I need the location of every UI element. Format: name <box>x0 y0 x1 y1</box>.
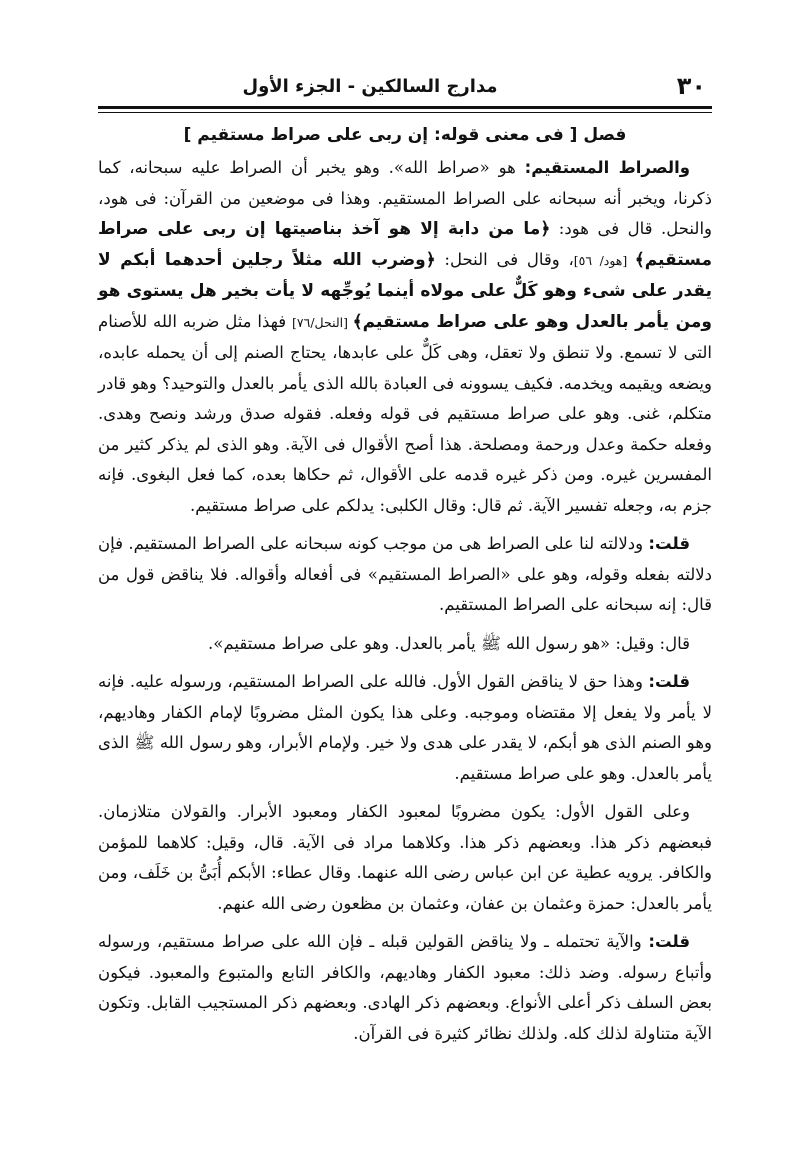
header-rule-thin <box>98 112 712 113</box>
paragraph-text: فهذا مثل ضربه الله للأصنام التى لا تسمع. ولا تنطق ولا تعقل، وهى كَلٌّ على عابدها، يحتاج الصنم إلى أن يحمله عابده، ويضعه ويقيمه ويخدمه. فكيف يسوونه فى العبادة بالله الذى يأمر بالعدل والتوحيد؟ وهو قادر متكلم، غنى. وهو على صراط مستقيم فى قوله وفعله. فقوله صدق ورشد ونصح وهدى. وفعله حكمة وعدل ورحمة ومصلحة. هذا أصح الأقوال فى الآية. وهو الذى لم يذكر كثير من المفسرين غيره. ومن ذكر غيره قدمه على الأقوال، ثم حكاها بعده، كما فعل البغوى. فإنه جزم به، وجعله تفسير الآية. ثم قال: وقال الكلبى: يدلكم على صراط مستقيم. <box>98 311 712 515</box>
header-rule-thick <box>98 106 712 109</box>
paragraph-lead: والصراط المستقيم: <box>524 158 690 177</box>
page-header <box>98 70 712 104</box>
verse-reference: [النحل/٧٦] <box>292 314 353 330</box>
paragraph-6 <box>98 927 712 1049</box>
paragraph-1 <box>98 153 712 521</box>
paragraph-text: ، وقال فى النحل: <box>435 249 574 269</box>
quran-verse: ﴿ما من دابة إلا هو آخذ بناصيتها إن ربى على صراط مستقيم﴾ <box>98 219 712 270</box>
paragraph-text: قال: وقيل: «هو رسول الله ﷺ يأمر بالعدل. وهو على صراط مستقيم». <box>208 633 690 653</box>
page-number: ٣٠ <box>676 72 706 100</box>
paragraph-text: وهذا حق لا يناقض القول الأول. فالله على الصراط المستقيم، ورسوله عليه. فإنه لا يأمر ولا يفعل إلا مقتضاه وموجبه. وعلى هذا يكون المثل مضروبًا لإمام الكفار وهاديهم، وهو الصنم الذى هو أبكم، لا يقدر على هدى ولا خير. ولإمام الأبرار، وهو رسول الله ﷺ الذى يأمر بالعدل. وهو على صراط مستقيم. <box>98 672 712 783</box>
paragraph-3 <box>98 629 712 660</box>
paragraph-2 <box>98 529 712 621</box>
running-title: مدارج السالكين - الجزء الأول <box>242 76 498 97</box>
verse-reference: [هود/ ٥٦] <box>573 252 635 268</box>
paragraph-lead: قلت: <box>648 672 690 691</box>
paragraph-5 <box>98 797 712 919</box>
paragraph-text: وعلى القول الأول: يكون مضروبًا لمعبود الكفار ومعبود الأبرار. والقولان متلازمان. فبعضهم ذكر هذا. وبعضهم ذكر هذا. وكلاهما مراد فى الآية. قال، وقيل: كلاهما للمؤمن والكافر. يرويه عطية عن ابن عباس رضى الله عنهما. وقال عطاء: الأبكم أُبَىُّ بن خَلَف، ومن يأمر بالعدل: حمزة وعثمان بن عفان، وعثمان بن مظعون رضى الله عنهم. <box>98 802 712 913</box>
body-text <box>98 153 712 1049</box>
paragraph-lead: قلت: <box>648 534 690 553</box>
paragraph-4 <box>98 667 712 789</box>
paragraph-text: ودلالته لنا على الصراط هى من موجب كونه سبحانه على الصراط المستقيم. فإن دلالته بفعله وقوله، وهو على «الصراط المستقيم» فى أفعاله وأقواله. فلا يناقض قول من قال: إنه سبحانه على الصراط المستقيم. <box>98 534 712 614</box>
paragraph-lead: قلت: <box>648 932 690 951</box>
paragraph-text: هو «صراط الله». وهو يخبر أن الصراط عليه سبحانه، كما ذكرنا، ويخبر أنه سبحانه على الصراط المستقيم. وهذا فى موضعين من القرآن: فى هود، والنحل. قال فى هود: <box>98 158 712 238</box>
quran-verse: ﴿وضرب الله مثلاً رجلين أحدهما أبكم لا يقدر على شىء وهو كَلٌّ على مولاه أينما يُوجِّهه لا يأت بخير هل يستوى هو ومن يأمر بالعدل وهو على صراط مستقيم﴾ <box>98 249 712 332</box>
section-heading: فصل [ فى معنى قوله: إن ربى على صراط مستقيم ] <box>183 125 627 145</box>
paragraph-text: والآية تحتمله ـ ولا يناقض القولين قبله ـ فإن الله على صراط مستقيم، ورسوله وأتباع رسوله. وضد ذلك: معبود الكفار وهاديهم، والكافر التابع والمتبوع والمعبود. فيكون بعض السلف ذكر أعلى الأنواع. وبعضهم ذكر الهادى. وبعضهم ذكر المستجيب القابل. وتكون الآية متناولة لذلك كله. ولذلك نظائر كثيرة فى القرآن. <box>98 932 712 1043</box>
